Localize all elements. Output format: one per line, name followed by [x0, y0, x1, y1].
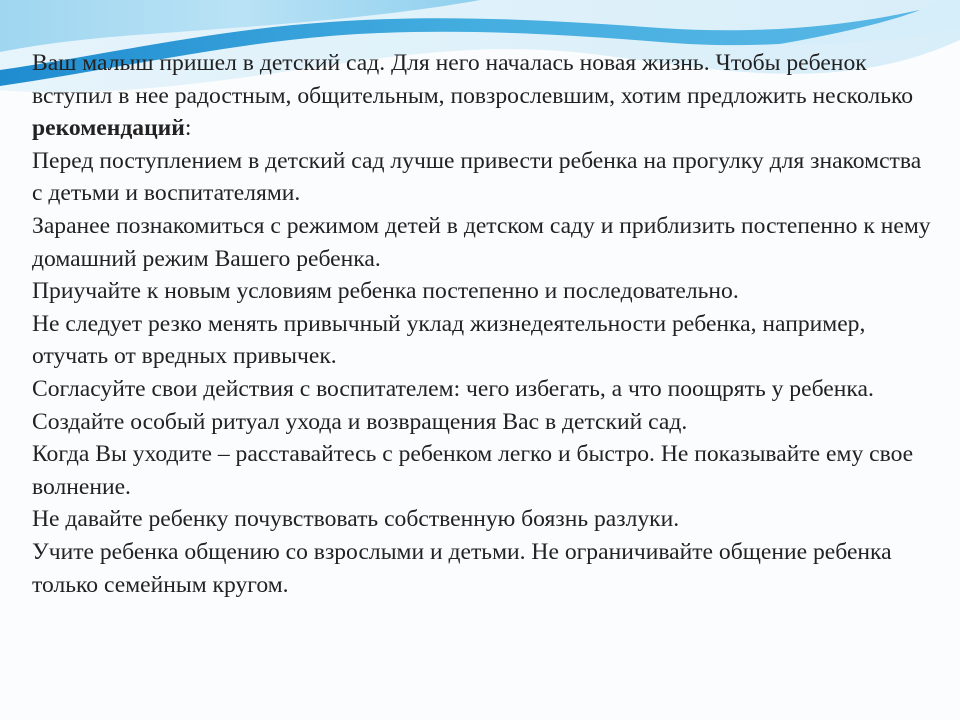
recommendation-item: Создайте особый ритуал ухода и возвращения Вас в детский сад. [32, 408, 688, 435]
recommendation-item: Перед поступлением в детский сад лучше привести ребенка на прогулку для знакомства с детьми и воспитателями. [32, 147, 922, 207]
recommendation-item: Учите ребенка общению со взрослыми и детьми. Не ограничивайте общение ребенка только семейным кругом. [32, 538, 892, 598]
intro-text: Ваш малыш пришел в детский сад. Для него началась новая жизнь. Чтобы ребенок вступил в нее радостным, общительным, повзрослевшим, хотим предложить несколько [32, 50, 914, 109]
recommendation-item: Заранее познакомиться с режимом детей в детском саду и приблизить постепенно к нему домашний режим Вашего ребенка. [32, 212, 931, 272]
recommendation-item: Согласуйте свои действия с воспитателем: чего избегать, а что поощрять у ребенка. [32, 375, 874, 402]
recommendation-item: Когда Вы уходите – расставайтесь с ребенком легко и быстро. Не показывайте ему свое волнение. [32, 441, 914, 500]
recommendation-item: Не давайте ребенку почувствовать собственную боязнь разлуки. [32, 506, 680, 533]
recommendation-item: Не следует резко менять привычный уклад жизнедеятельности ребенка, например, отучать от вредных привычек. [32, 310, 866, 370]
intro-paragraph [32, 47, 932, 145]
slide-body [32, 47, 932, 601]
intro-bold-word: рекомендаций [32, 115, 185, 142]
intro-colon: : [184, 115, 192, 142]
recommendation-item: Приучайте к новым условиям ребенка постепенно и последовательно. [32, 278, 739, 305]
